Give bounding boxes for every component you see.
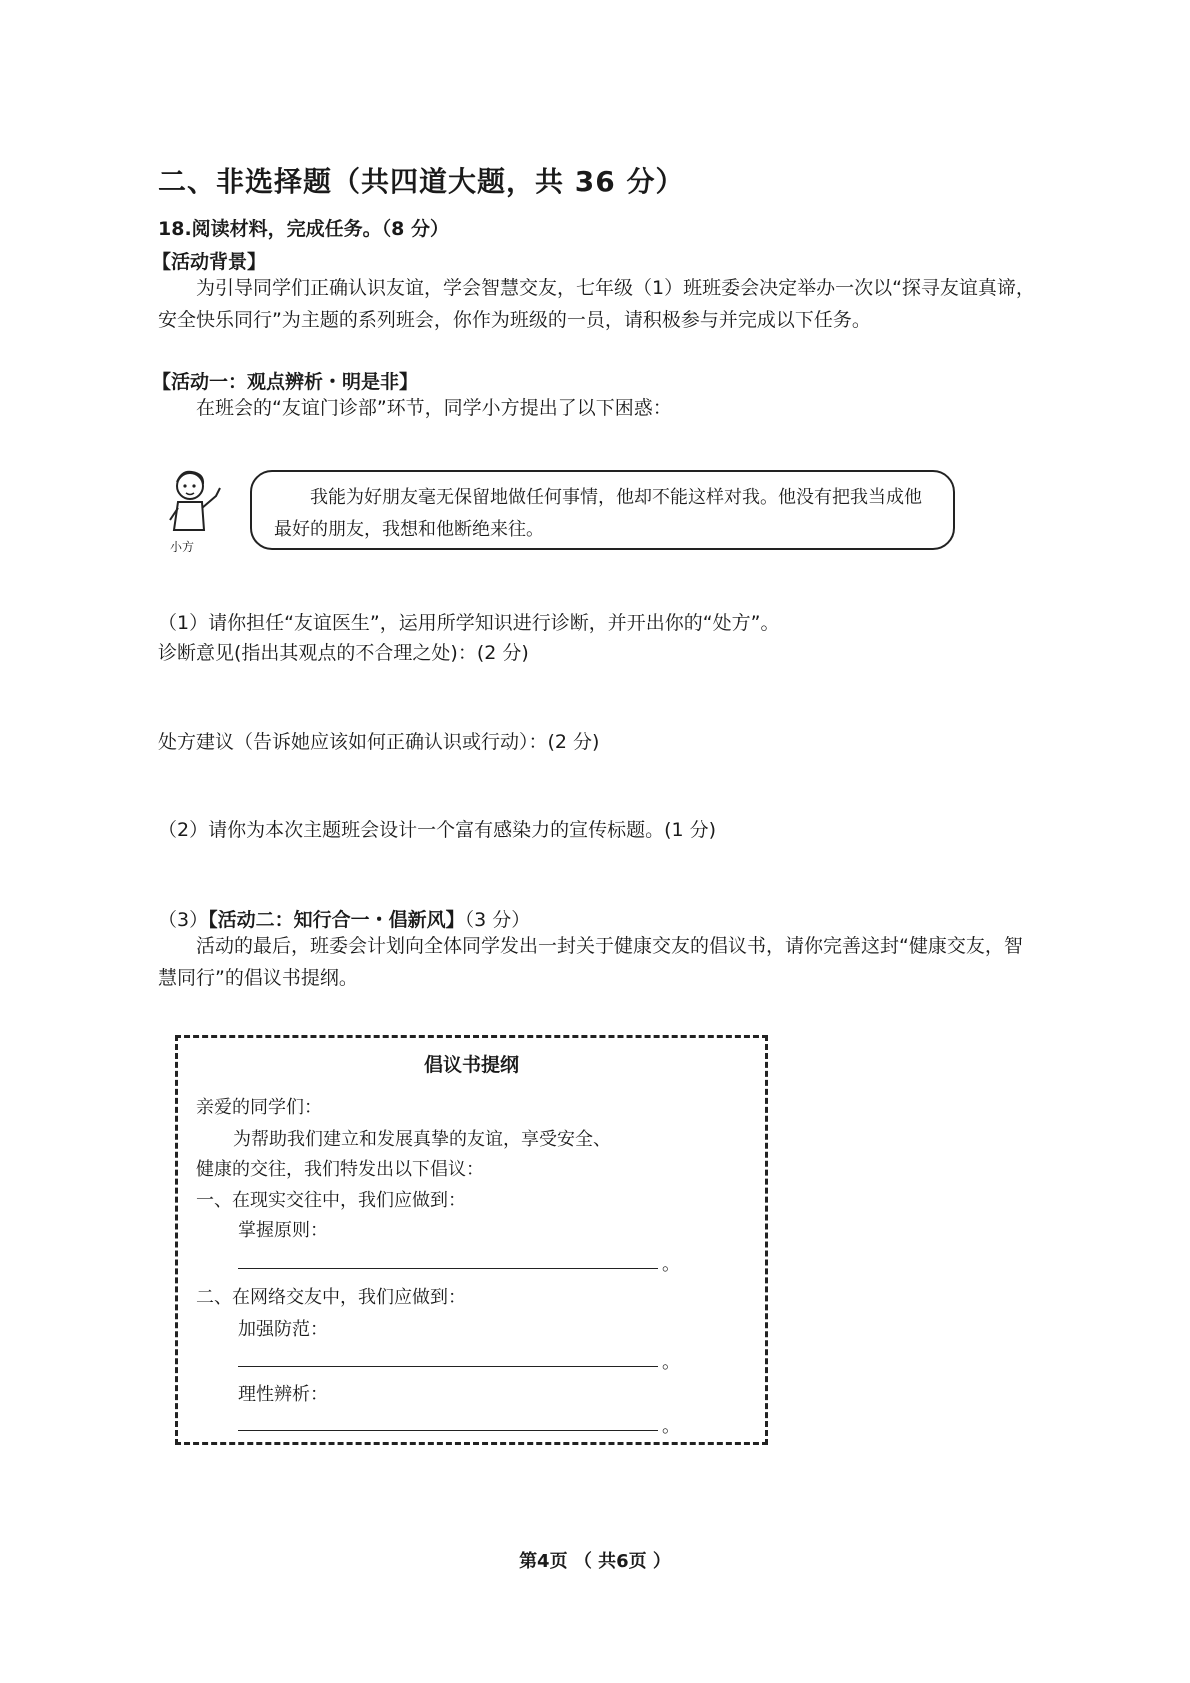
outline-intro-line-2: 健康的交往，我们特发出以下倡议： <box>196 1159 484 1180</box>
period-mark: 。 <box>662 1352 680 1373</box>
proposal-outline-box <box>175 1035 768 1445</box>
outline-greeting: 亲爱的同学们： <box>196 1097 322 1118</box>
background-label: 【活动背景】 <box>152 251 267 273</box>
sub-question-1: （1）请你担任“友谊医生”，运用所学知识进行诊断，并开出你的“处方”。 <box>158 612 780 634</box>
sub-question-3-prefix: （3） <box>158 909 209 931</box>
question-18-header: 18.阅读材料，完成任务。（8 分） <box>158 218 449 240</box>
answer-blank-principles[interactable] <box>238 1268 658 1269</box>
speech-bubble: 我能为好朋友毫无保留地做任何事情，他却不能这样对我。他没有把我当成他最好的朋友，我想和他断绝来往。 <box>250 470 955 550</box>
outline-intro-line-1: 为帮助我们建立和发展真挚的友谊，享受安全、 <box>233 1129 611 1150</box>
sub-question-3-points: （3 分） <box>464 909 531 931</box>
activity-one-label: 【活动一：观点辨析・明是非】 <box>152 371 419 393</box>
section-title: 二、非选择题（共四道大题，共 36 分） <box>158 165 685 198</box>
page-footer: 第4页 （ 共6页 ） <box>519 1551 671 1572</box>
activity-two-text: 活动的最后，班委会计划向全体同学发出一封关于健康交友的倡议书，请你完善这封“健康交友，智慧同行”的倡议书提纲。 <box>158 935 1023 989</box>
outline-item-2-sub-2: 理性辨析： <box>238 1384 328 1405</box>
diagnosis-prompt: 诊断意见(指出其观点的不合理之处)：(2 分) <box>158 642 529 664</box>
background-text: 为引导同学们正确认识友谊，学会智慧交友，七年级（1）班班委会决定举办一次以“探寻友谊真谛，安全快乐同行”为主题的系列班会，你作为班级的一员，请积极参与并完成以下任务。 <box>158 277 1035 331</box>
activity-one-text: 在班会的“友谊门诊部”环节，同学小方提出了以下困惑： <box>196 397 672 419</box>
outline-item-1-sub: 掌握原则： <box>238 1220 328 1241</box>
prescription-prompt: 处方建议（告诉她应该如何正确认识或行动）：(2 分) <box>158 731 600 753</box>
outline-item-2-sub-1: 加强防范： <box>238 1319 328 1340</box>
answer-blank-prevention[interactable] <box>238 1366 658 1367</box>
outline-title: 倡议书提纲 <box>423 1054 519 1076</box>
sub-question-2: （2）请你为本次主题班会设计一个富有感染力的宣传标题。(1 分) <box>158 819 717 841</box>
sub-question-3 <box>158 905 530 932</box>
answer-blank-discernment[interactable] <box>238 1430 658 1431</box>
activity-two-label: 【活动二：知行合一・倡新风】 <box>208 909 465 931</box>
outline-item-2: 二、在网络交友中，我们应做到： <box>196 1287 466 1308</box>
outline-item-1: 一、在现实交往中，我们应做到： <box>196 1190 466 1211</box>
period-mark: 。 <box>662 1254 680 1275</box>
character-label: 小方 <box>170 540 195 554</box>
period-mark: 。 <box>662 1416 680 1437</box>
